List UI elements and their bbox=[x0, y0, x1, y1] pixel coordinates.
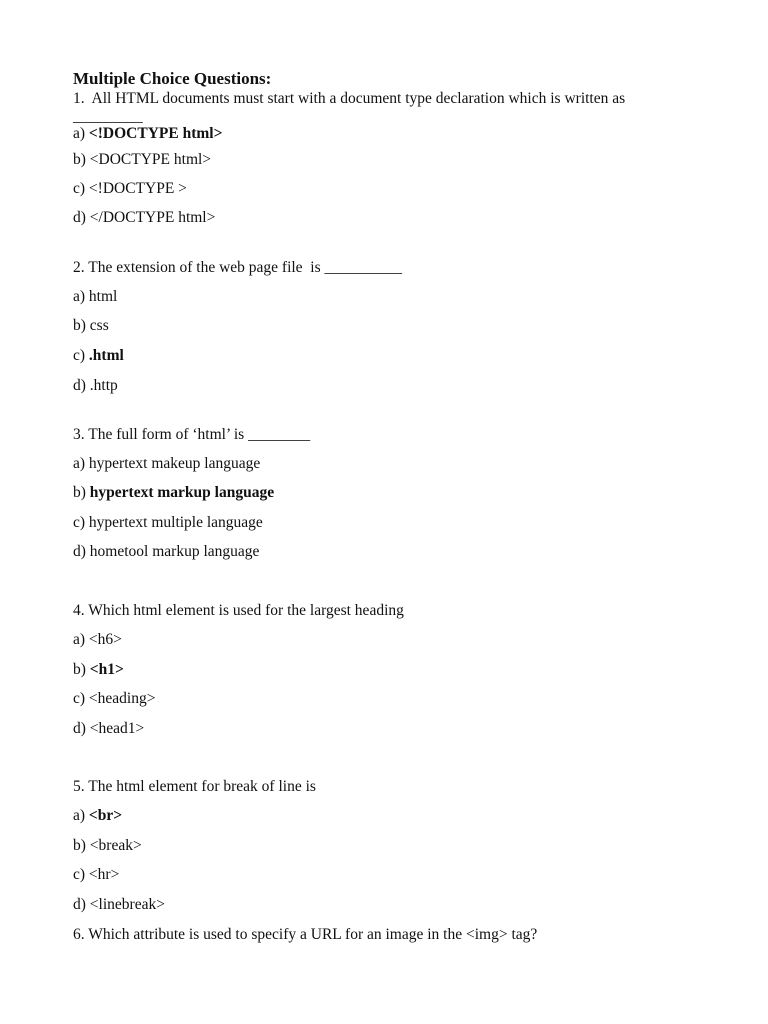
option-prefix: c) bbox=[73, 514, 89, 531]
option-prefix: d) bbox=[73, 896, 90, 913]
question-4-text: 4. Which html element is used for the largest heading bbox=[73, 602, 404, 619]
question-1-blank: _________ bbox=[73, 108, 143, 125]
question-5-option-d bbox=[73, 896, 165, 914]
option-prefix: d) bbox=[73, 377, 90, 394]
question-5-option-c bbox=[73, 866, 119, 884]
question-3-option-d bbox=[73, 543, 259, 561]
question-2-text: 2. The extension of the web page file is __________ bbox=[73, 259, 403, 276]
question-4-option-c bbox=[73, 690, 155, 708]
option-text: hypertext makeup language bbox=[88, 455, 261, 472]
option-text: <!DOCTYPE > bbox=[88, 180, 187, 197]
option-prefix: b) bbox=[73, 837, 90, 854]
question-1-option-c bbox=[73, 180, 187, 198]
question-1-option-a bbox=[73, 125, 222, 143]
question-1-option-b bbox=[73, 151, 211, 169]
option-text: <hr> bbox=[88, 866, 120, 883]
option-text: <head1> bbox=[89, 720, 145, 737]
option-text-correct: <br> bbox=[88, 807, 123, 824]
option-prefix: d) bbox=[73, 209, 90, 226]
question-2-option-b bbox=[73, 317, 109, 335]
option-prefix: c) bbox=[73, 347, 89, 364]
question-2-option-c bbox=[73, 347, 124, 365]
question-4-option-d bbox=[73, 720, 144, 738]
option-prefix: c) bbox=[73, 180, 89, 197]
question-2-option-d bbox=[73, 377, 118, 395]
option-prefix: d) bbox=[73, 720, 90, 737]
option-text-correct: hypertext markup language bbox=[89, 484, 275, 501]
option-text: </DOCTYPE html> bbox=[89, 209, 216, 226]
option-prefix: b) bbox=[73, 317, 90, 334]
page-heading: Multiple Choice Questions: bbox=[73, 69, 272, 88]
option-text: <h6> bbox=[88, 631, 122, 648]
option-prefix: c) bbox=[73, 690, 89, 707]
option-prefix: a) bbox=[73, 125, 89, 142]
option-text: html bbox=[88, 288, 118, 305]
option-prefix: b) bbox=[73, 661, 90, 678]
question-2-option-a bbox=[73, 288, 117, 306]
option-text: <heading> bbox=[88, 690, 156, 707]
question-3-option-a bbox=[73, 455, 260, 473]
option-text: <break> bbox=[89, 837, 142, 854]
question-3-option-c bbox=[73, 514, 263, 532]
question-5-option-a bbox=[73, 807, 122, 825]
option-prefix: c) bbox=[73, 866, 89, 883]
option-text-correct: .html bbox=[88, 347, 124, 364]
option-text-correct: <h1> bbox=[89, 661, 124, 678]
option-text-correct: <!DOCTYPE html> bbox=[88, 125, 223, 142]
option-prefix: b) bbox=[73, 151, 90, 168]
question-6-text: 6. Which attribute is used to specify a URL for an image in the <img> tag? bbox=[73, 926, 538, 943]
option-text: css bbox=[89, 317, 109, 334]
question-5-option-b bbox=[73, 837, 142, 855]
option-prefix: a) bbox=[73, 631, 89, 648]
question-4-option-b bbox=[73, 661, 124, 679]
option-prefix: a) bbox=[73, 455, 89, 472]
option-prefix: d) bbox=[73, 543, 90, 560]
question-1-text: 1. All HTML documents must start with a document type declaration which is written as bbox=[73, 90, 626, 107]
option-text: hypertext multiple language bbox=[88, 514, 263, 531]
option-text: hometool markup language bbox=[89, 543, 260, 560]
question-3-option-b bbox=[73, 484, 274, 502]
option-text: <DOCTYPE html> bbox=[89, 151, 212, 168]
question-3-text: 3. The full form of ‘html’ is ________ bbox=[73, 426, 311, 443]
question-5-text: 5. The html element for break of line is bbox=[73, 778, 316, 795]
option-prefix: b) bbox=[73, 484, 90, 501]
option-text: <linebreak> bbox=[89, 896, 165, 913]
question-1-option-d bbox=[73, 209, 215, 227]
option-text: .http bbox=[89, 377, 118, 394]
question-4-option-a bbox=[73, 631, 122, 649]
option-prefix: a) bbox=[73, 807, 89, 824]
option-prefix: a) bbox=[73, 288, 89, 305]
